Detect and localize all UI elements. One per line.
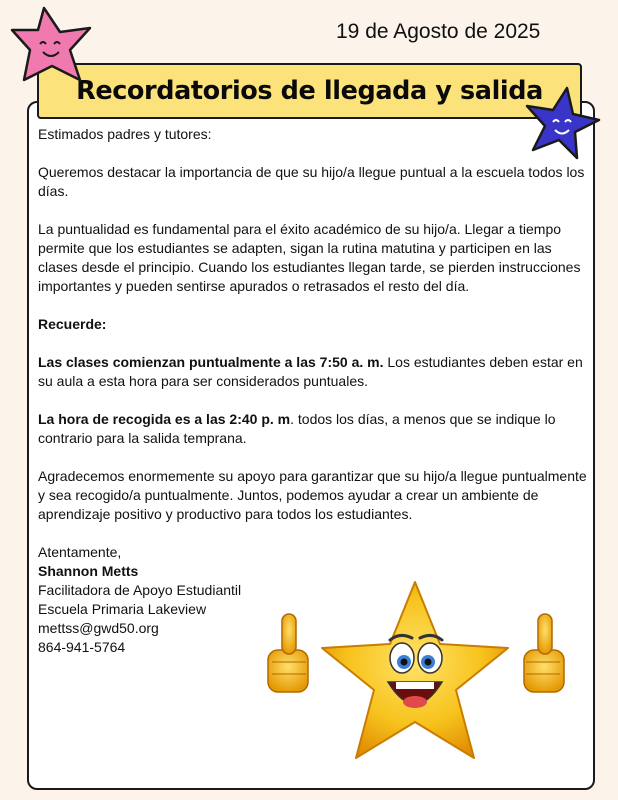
email-address: mettss@gwd50.org [38,620,159,636]
paragraph-importance: Queremos destacar la importancia de que su hijo/a llegue puntual a la escuela todos los días. [38,164,585,199]
pickup-text: . todos los días, a menos que se indique lo contrario para la salida temprana. [38,411,556,446]
date-text: 19 de Agosto de 2025 [336,20,541,43]
greeting: Estimados padres y tutores: [38,126,212,142]
paragraph-thanks: Agradecemos enormemente su apoyo para garantizar que su hijo/a llegue puntualmente y sea recogido/a puntualmente. Juntos, podemos ayudar a crear un ambiente de aprendizaje positivo y productivo para todos los estudiantes. [38,468,587,522]
signer-name: Shannon Metts [38,563,139,579]
signer-role: Facilitadora de Apoyo Estudiantil [38,582,242,598]
pink-star-face-icon [10,6,96,88]
paragraph-punctuality: La puntualidad es fundamental para el éxito académico de su hijo/a. Llegar a tiempo permite que los estudiantes se adapten, sigan la rutina matutina y participen en las clases desde el principio. Cuando los estudiantes llegan tarde, se pierden instrucciones importantes y pueden sentirse apurados o retrasados el resto del día. [38,221,581,294]
blue-star-face-icon [523,86,601,162]
arrival-time-bold: Las clases comienzan puntualmente a las 7:50 a. m. [38,354,384,370]
paragraph-arrival [38,353,590,391]
thumbs-up-star-icon [262,578,582,778]
phone-number: 864-941-5764 [38,639,126,655]
title-banner [37,63,582,119]
reminder-heading-text: Recuerde: [38,316,107,332]
paragraph-pickup [38,410,590,448]
page-title: Recordatorios de llegada y salida [76,76,543,106]
pickup-time-bold: La hora de recogida es a las 2:40 p. m [38,411,291,427]
arrival-text: Los estudiantes deben estar en su aula a esta hora para ser considerados puntuales. [38,354,583,389]
closing: Atentamente, [38,544,122,560]
reminder-heading [38,315,590,334]
school-name: Escuela Primaria Lakeview [38,601,207,617]
